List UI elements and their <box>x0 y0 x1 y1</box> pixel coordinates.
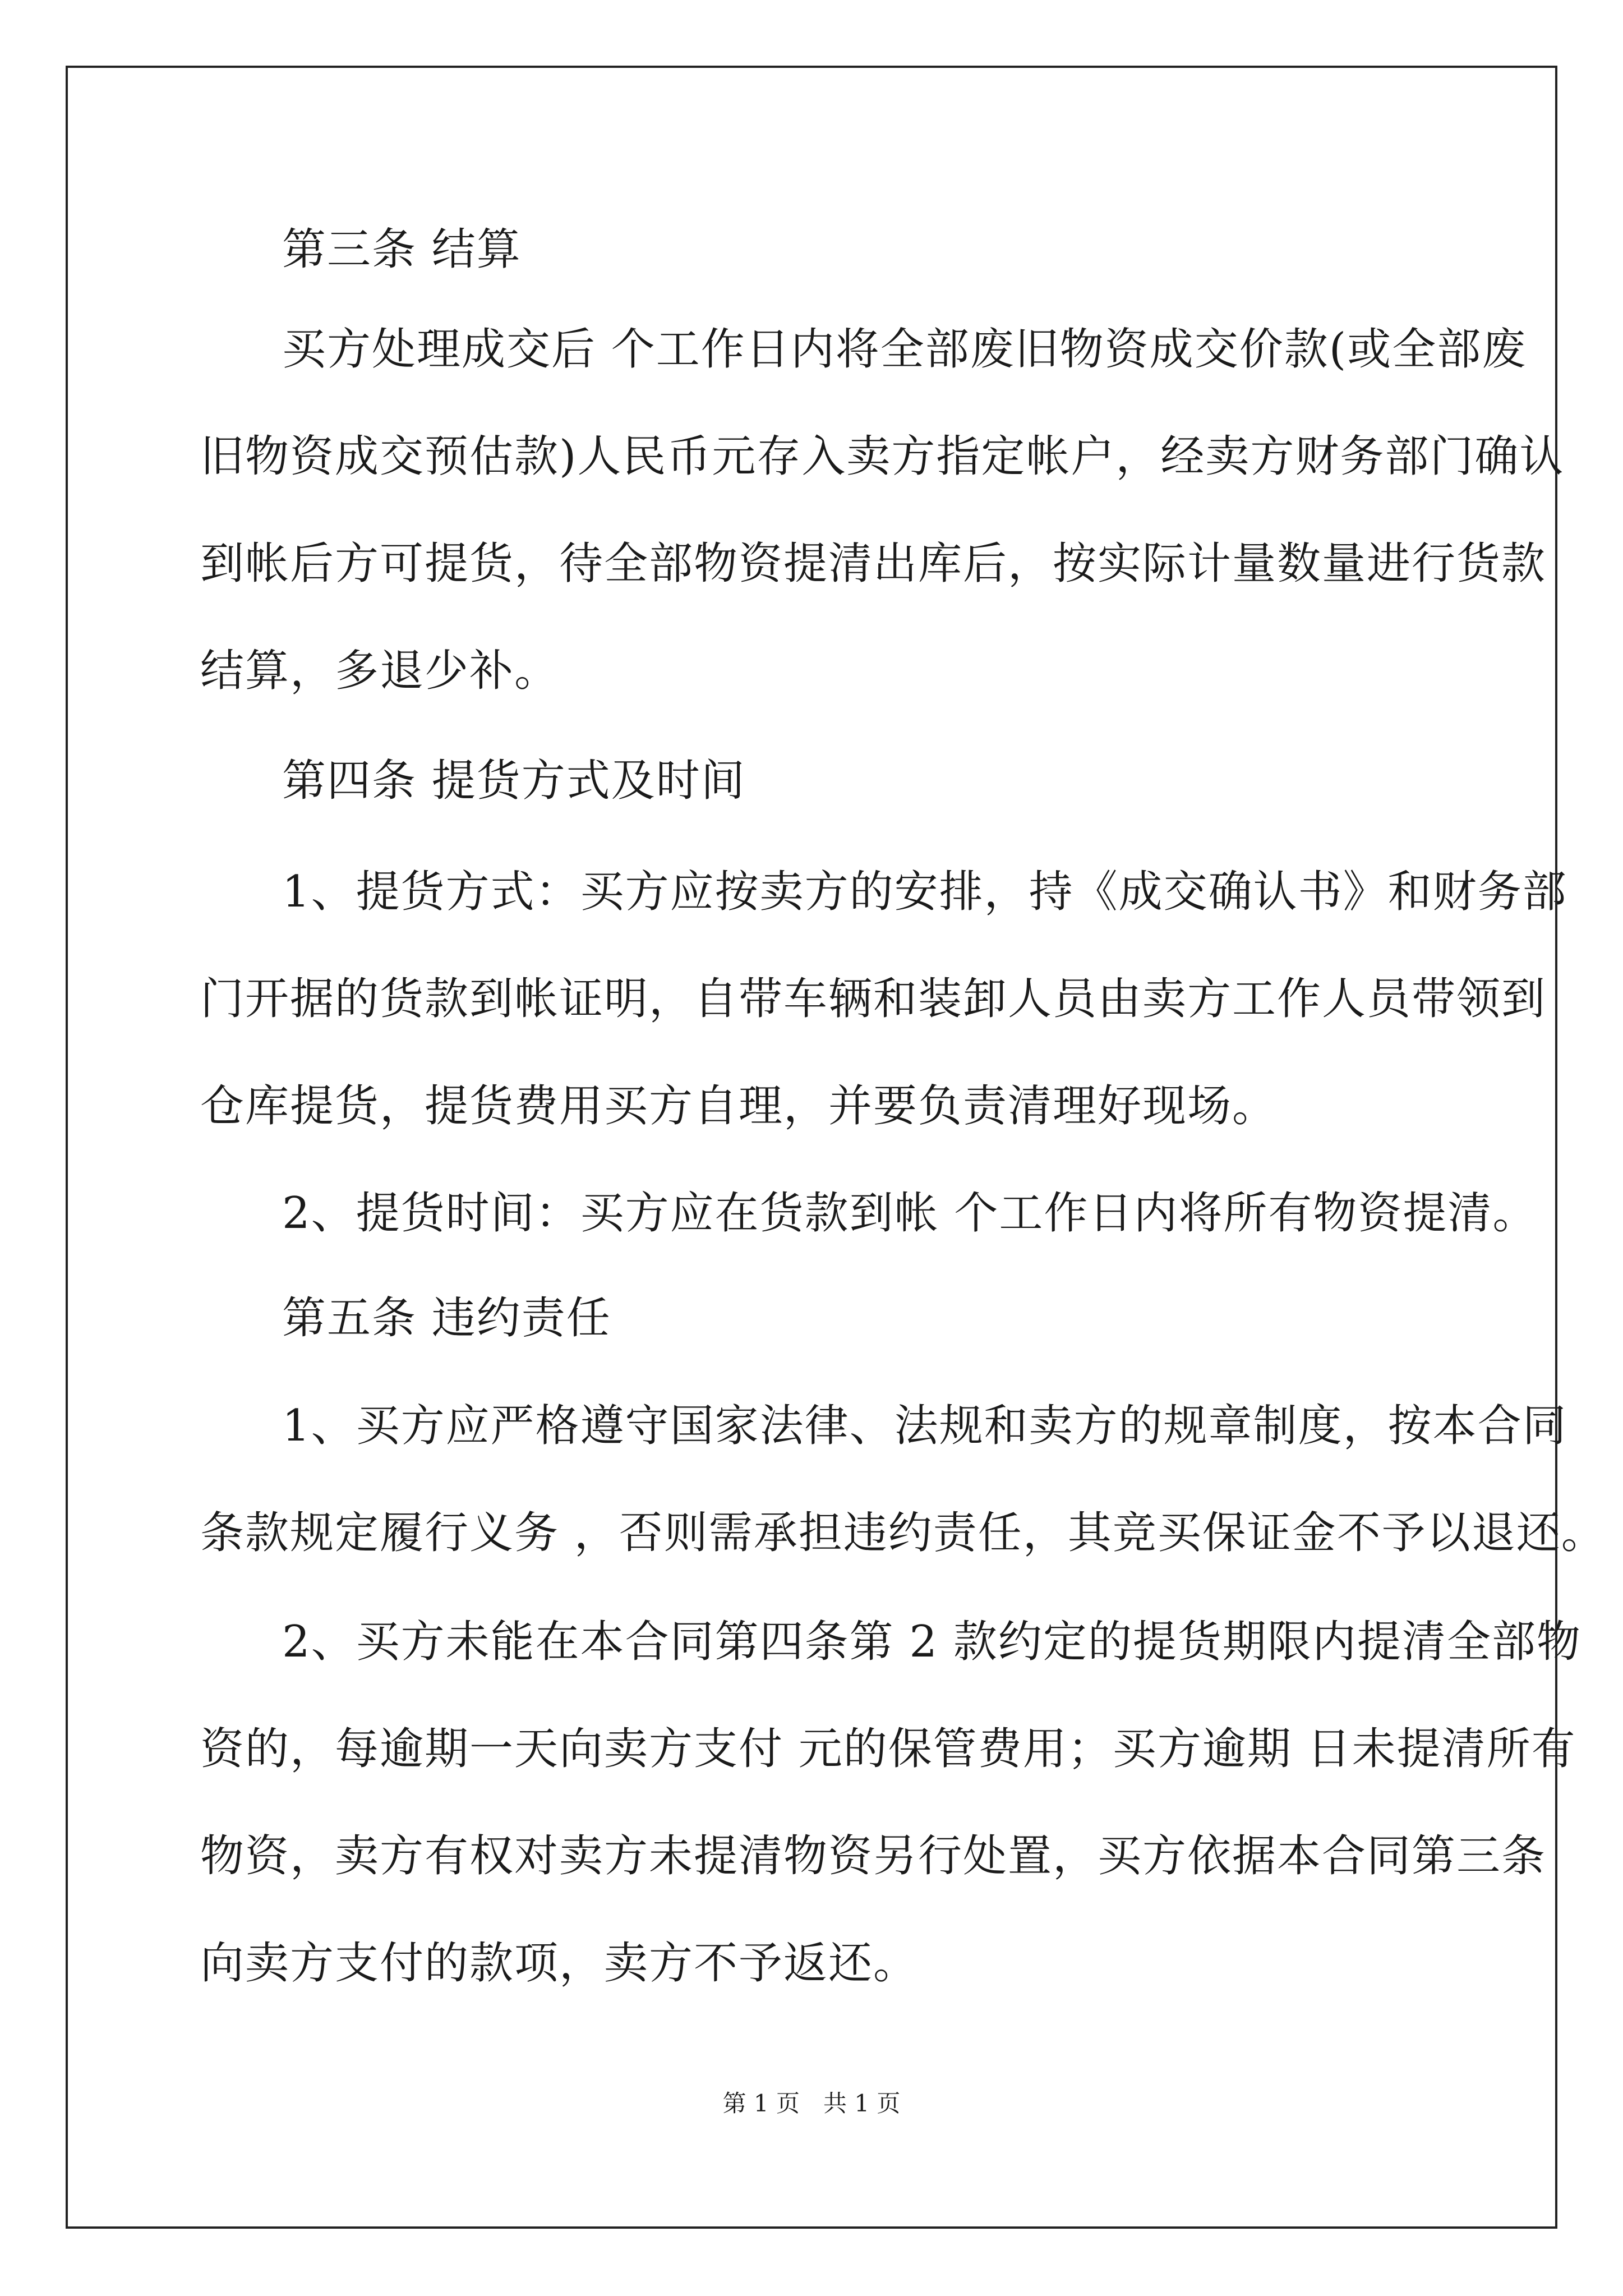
heading-article-3: 第三条 结算 <box>282 224 522 275</box>
heading-article-4: 第四条 提货方式及时间 <box>282 756 746 806</box>
paragraph-line: 物资，卖方有权对卖方未提清物资另行处置，买方依据本合同第三条 <box>200 1831 1547 1881</box>
paragraph-line: 门开据的货款到帐证明，自带车辆和装卸人员由卖方工作人员带领到 <box>200 974 1547 1024</box>
paragraph-line: 结算，多退少补。 <box>200 646 560 696</box>
paragraph-line: 仓库提货，提货费用买方自理，并要负责清理好现场。 <box>200 1081 1278 1131</box>
paragraph-line: 1、买方应严格遵守国家法律、法规和卖方的规章制度，按本合同 <box>282 1401 1567 1451</box>
paragraph-line: 资的，每逾期一天向卖方支付 元的保管费用；买方逾期 日未提清所有 <box>200 1724 1576 1774</box>
paragraph-line: 向卖方支付的款项，卖方不予返还。 <box>200 1938 919 1989</box>
paragraph-line: 2、买方未能在本合同第四条第 2 款约定的提货期限内提清全部物 <box>282 1617 1581 1667</box>
paragraph-line: 到帐后方可提货，待全部物资提清出库后，按实际计量数量进行货款 <box>200 539 1547 589</box>
paragraph-line: 条款规定履行义务 ，否则需承担违约责任，其竞买保证金不予以退还。 <box>200 1508 1606 1558</box>
page-number-footer: 第 1 页 共 1 页 <box>722 2090 901 2117</box>
heading-article-5: 第五条 违约责任 <box>282 1293 611 1343</box>
paragraph-line: 2、提货时间：买方应在货款到帐 个工作日内将所有物资提清。 <box>282 1188 1538 1239</box>
paragraph-line: 旧物资成交预估款)人民币元存入卖方指定帐户，经卖方财务部门确认 <box>200 431 1565 482</box>
paragraph-line: 1、提货方式：买方应按卖方的安排，持《成交确认书》和财务部 <box>282 867 1567 917</box>
page-border <box>66 66 1606 2229</box>
paragraph-line: 买方处理成交后 个工作日内将全部废旧物资成交价款(或全部废 <box>282 324 1527 375</box>
